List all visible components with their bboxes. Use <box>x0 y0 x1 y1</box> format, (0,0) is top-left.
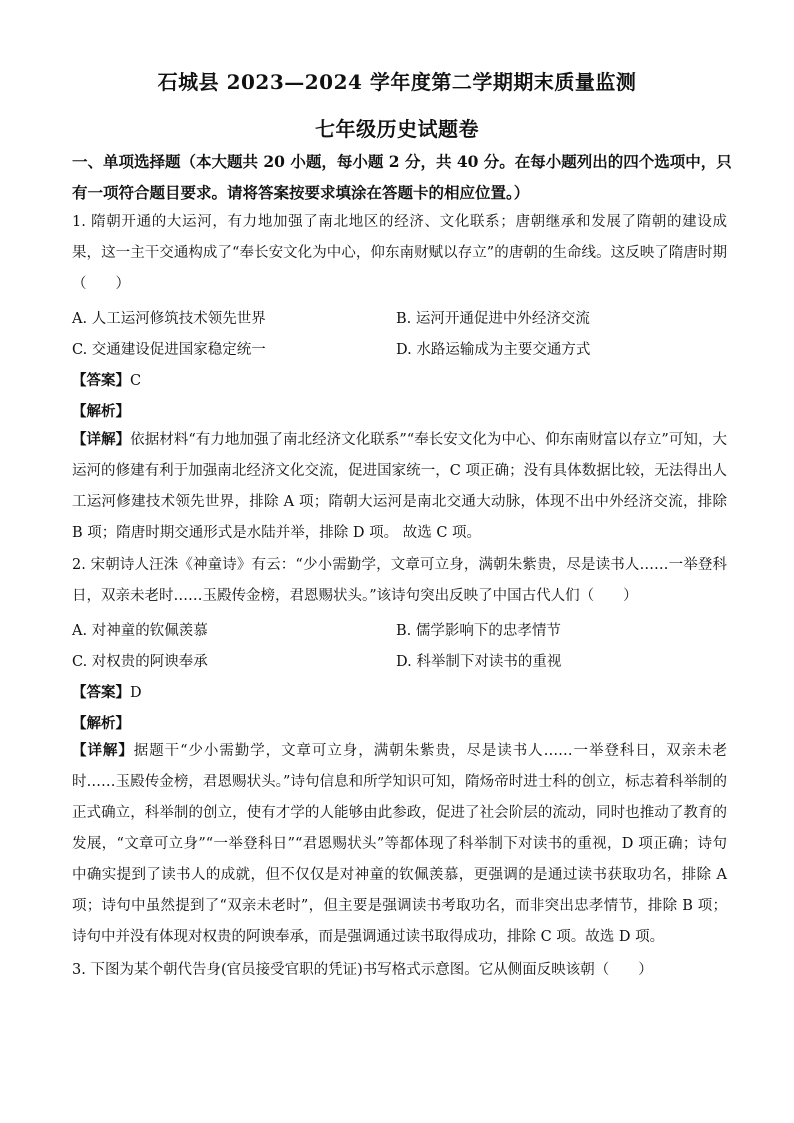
question-2-detail <box>72 735 727 953</box>
question-3-stem: 3. 下图为某个朝代告身(官员接受官职的凭证)书写格式示意图。它从侧面反映该朝（ ） <box>72 962 653 978</box>
detail-label: 【详解】 <box>72 742 134 759</box>
answer-value: C <box>130 373 142 389</box>
question-1-option-c: C. 交通建设促进国家稳定统一 <box>72 342 266 358</box>
question-2-option-c: C. 对权贵的阿谀奉承 <box>72 654 208 670</box>
question-2-answer <box>72 681 142 702</box>
question-1-detail <box>72 424 727 549</box>
question-1-stem: 1. 隋朝开通的大运河，有力地加强了南北地区的经济、文化联系；唐朝继承和发展了隋朝的建设成果，这一主干交通构成了“奉长安文化为中心，仰东南财赋以存立”的唐朝的生命线。这反映了隋唐时期（ ） <box>72 214 727 292</box>
question-1-option-a: A. 人工运河修筑技术领先世界 <box>72 311 266 327</box>
exam-subtitle: 七年级历史试题卷 <box>315 117 479 141</box>
detail-text: 依据材料“有力地加强了南北经济文化联系”“奉长安文化为中心、仰东南财富以存立”可知，大运河的修建有利于加强南北经济文化交流，促进国家统一，C 项正确；没有具体数据比较，无法得出人工运河修建技术领先世界，排除 A 项；隋朝大运河是南北交通大动脉，体现不出中外经济交流，排除 B 项；隋唐时期交通形式是水陆并举，排除 D 项。 故选 C 项。 <box>72 432 727 541</box>
answer-label: 【答案】 <box>72 372 130 389</box>
question-2-stem: 2. 宋朝诗人汪洙《神童诗》有云：“少小需勤学，文章可立身，满朝朱紫贵，尽是读书人……一举登科日，双亲未老时……玉殿传金榜，君恩赐状头。”该诗句突出反映了中国古代人们（ ） <box>72 557 727 604</box>
question-1-answer <box>72 369 141 390</box>
detail-text: 据题干“少小需勤学，文章可立身，满朝朱紫贵，尽是读书人……一举登科日，双亲未老时……玉殿传金榜，君恩赐状头。”诗句信息和所学知识可知，隋炀帝时进士科的创立，标志着科举制的正式确立，科举制的创立，使有才学的人能够由此参政，促进了社会阶层的流动，同时也推动了教育的发展，“文章可立身”“一举登科日”“君恩赐状头”等都体现了科举制下对读书的重视，D 项正确；诗句中确实提到了读书人的成就，但不仅仅是对神童的钦佩羡慕，更强调的是通过读书获取功名，排除 A 项；诗句中虽然提到了“双亲未老时”，但主要是强调读书考取功名，而非突出忠孝情节，排除 B 项；诗句中并没有体现对权贵的阿谀奉承，而是强调通过读书取得成功，排除 C 项。故选 D 项。 <box>72 743 727 945</box>
question-1-analysis-label: 【解析】 <box>72 403 130 420</box>
question-2-option-a: A. 对神童的钦佩羡慕 <box>72 623 208 639</box>
question-1-option-b: B. 运河开通促进中外经济交流 <box>396 311 590 327</box>
section-heading: 一、单项选择题（本大题共 20 小题，每小题 2 分，共 40 分。在每小题列出的四个选项中，只有一项符合题目要求。请将答案按要求填涂在答题卡的相应位置。） <box>72 152 732 202</box>
answer-label: 【答案】 <box>72 684 130 701</box>
question-2-option-b: B. 儒学影响下的忠孝情节 <box>396 623 561 639</box>
question-2-option-d: D. 科举制下对读书的重视 <box>396 654 562 670</box>
exam-title: 石城县 2023—2024 学年度第二学期期末质量监测 <box>157 70 637 94</box>
question-2-analysis-label: 【解析】 <box>72 715 130 732</box>
detail-label: 【详解】 <box>72 431 131 448</box>
answer-value: D <box>130 685 142 701</box>
question-1-option-d: D. 水路运输成为主要交通方式 <box>396 342 591 358</box>
